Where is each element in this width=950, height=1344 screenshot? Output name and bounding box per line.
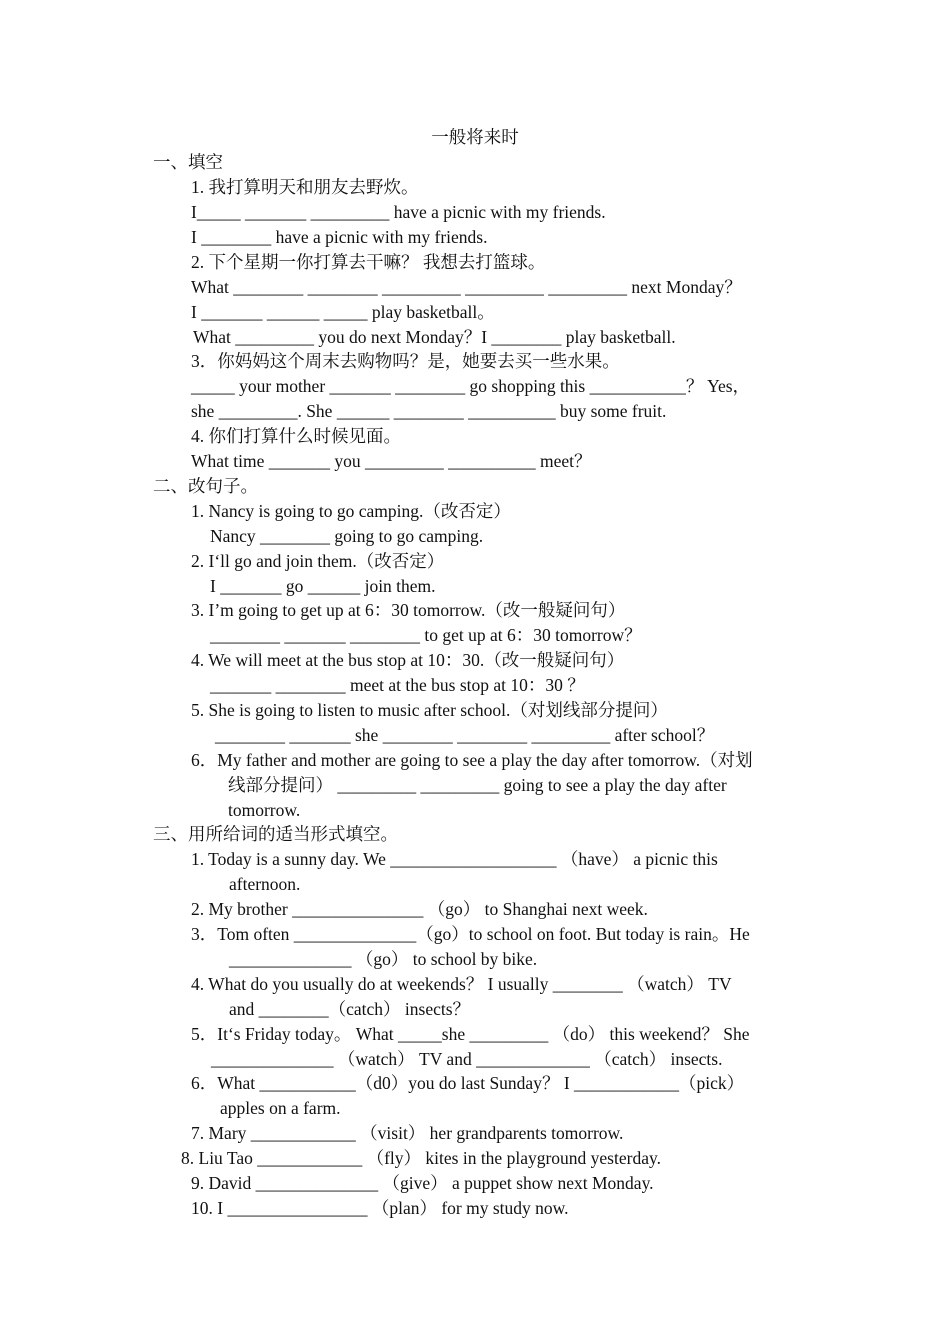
- text-line: I _______ go ______ join them.: [210, 576, 436, 596]
- text-line: I ________ have a picnic with my friends.: [191, 227, 488, 247]
- text-line: 7. Mary ____________ （visit） her grandparents tomorrow.: [191, 1123, 624, 1143]
- text-line: 4. 你们打算什么时候见面。: [191, 426, 401, 446]
- text-line: 2. I‘ll go and join them.（改否定）: [191, 551, 445, 571]
- text-line: 4. We will meet at the bus stop at 10：30.（改一般疑问句）: [191, 650, 625, 670]
- text-line: 三、用所给词的适当形式填空。: [153, 824, 398, 844]
- text-line: What ________ ________ _________ _________ _________ next Monday？: [191, 277, 742, 297]
- text-line: 5．It‘s Friday today。 What _____she _________ （do） this weekend？ She: [191, 1024, 750, 1044]
- text-line: I _______ ______ _____ play basketball。: [191, 302, 495, 322]
- text-line: 3. I’m going to get up at 6：30 tomorrow.（改一般疑问句）: [191, 600, 626, 620]
- text-line: ________ _______ ________ to get up at 6：30 tomorrow？: [210, 625, 642, 645]
- text-line: _____ your mother _______ ________ go shopping this ___________？ Yes，: [191, 376, 751, 396]
- text-line: and ________（catch） insects？: [229, 999, 471, 1019]
- text-line: 1. Nancy is going to go camping.（改否定）: [191, 501, 511, 521]
- text-line: 6．My father and mother are going to see a play the day after tomorrow.（对划: [191, 750, 753, 770]
- text-line: 9. David ______________ （give） a puppet show next Monday.: [191, 1173, 654, 1193]
- text-line: Nancy ________ going to go camping.: [210, 526, 484, 546]
- text-line: 3．Tom often ______________（go）to school on foot. But today is rain。He: [191, 924, 750, 944]
- text-line: I_____ _______ _________ have a picnic with my friends.: [191, 202, 606, 222]
- text-line: 3．你妈妈这个周末去购物吗？是，她要去买一些水果。: [191, 351, 620, 371]
- text-line: apples on a farm.: [220, 1098, 341, 1118]
- text-line: afternoon.: [229, 874, 301, 894]
- text-line: 1. Today is a sunny day. We ___________________ （have） a picnic this: [191, 849, 718, 869]
- page-title: 一般将来时: [431, 127, 519, 147]
- text-line: What time _______ you _________ __________ meet？: [191, 451, 592, 471]
- text-line: 5. She is going to listen to music after school.（对划线部分提问）: [191, 700, 668, 720]
- text-line: ________ _______ she ________ ________ _________ after school？: [215, 725, 715, 745]
- text-line: ______________ （go） to school by bike.: [229, 949, 538, 969]
- text-line: 8. Liu Tao ____________ （fly） kites in the playground yesterday.: [181, 1148, 661, 1168]
- text-line: she _________. She ______ ________ __________ buy some fruit.: [191, 401, 667, 421]
- text-line: 一、填空: [153, 152, 223, 172]
- text-line: _______ ________ meet at the bus stop at 10：30 ？: [210, 675, 585, 695]
- text-line: 6．What ___________（d0）you do last Sunday？ I ____________（pick）: [191, 1073, 745, 1093]
- text-line: tomorrow.: [228, 800, 301, 820]
- text-line: 1. 我打算明天和朋友去野炊。: [191, 177, 419, 197]
- text-line: 2. My brother _______________ （go） to Shanghai next week.: [191, 899, 648, 919]
- text-line: 4. What do you usually do at weekends？ I usually ________ （watch） TV: [191, 974, 732, 994]
- text-line: 2. 下个星期一你打算去干嘛？ 我想去打篮球。: [191, 252, 546, 272]
- text-line: 二、改句子。: [153, 476, 258, 496]
- text-line: ______________ （watch） TV and _____________ （catch） insects.: [211, 1049, 723, 1069]
- text-line: 10. I ________________ （plan） for my study now.: [191, 1198, 569, 1218]
- text-line: 线部分提问） _________ _________ going to see a play the day after: [228, 775, 727, 795]
- text-line: What _________ you do next Monday？I ________ play basketball.: [193, 327, 676, 347]
